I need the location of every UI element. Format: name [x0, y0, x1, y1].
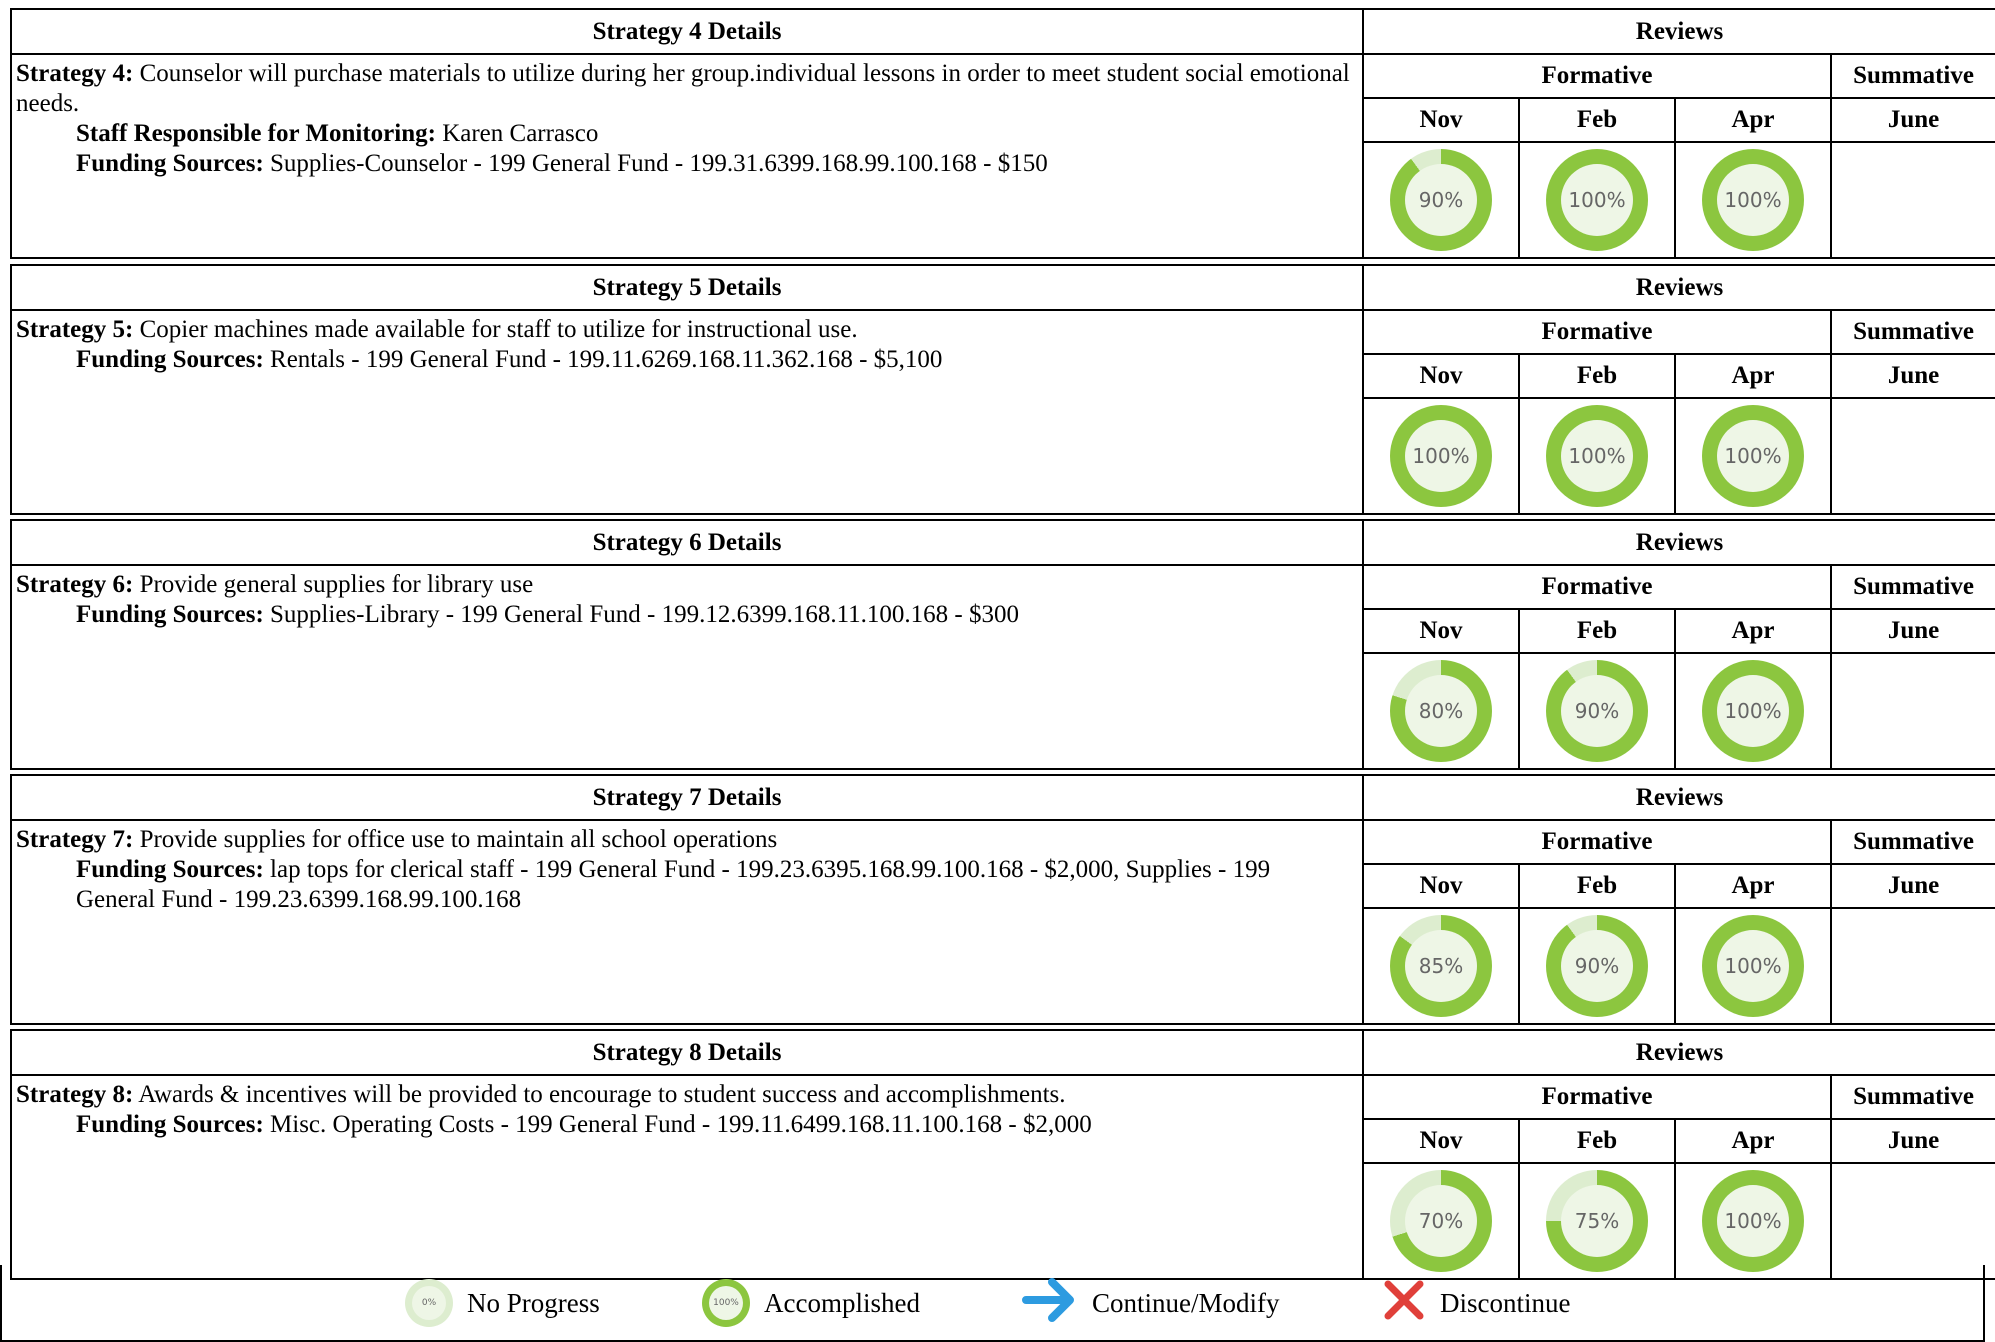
- funding-sources-value: Supplies-Counselor - 199 General Fund - 199.31.6399.168.99.100.168 - $150: [270, 150, 1048, 177]
- legend-accomplished: [702, 1277, 920, 1329]
- progress-percent: 100%: [1405, 420, 1477, 492]
- staff-responsible-value: Karen Carrasco: [442, 120, 599, 147]
- funding-sources-label: Funding Sources:: [76, 601, 264, 628]
- month-header-june: June: [1831, 609, 1995, 653]
- strategy-text: Copier machines made available for staff to utilize for instructional use.: [139, 316, 858, 343]
- month-header-apr: Apr: [1675, 1119, 1831, 1163]
- legend-continue-modify: [1022, 1277, 1280, 1329]
- strategy-statement: [16, 825, 1354, 855]
- month-header-feb: Feb: [1519, 98, 1675, 142]
- formative-header: Formative: [1363, 820, 1831, 864]
- review-cell-apr: [1675, 908, 1831, 1024]
- review-cell-june: [1831, 398, 1995, 514]
- reviews-header: Reviews: [1363, 265, 1995, 310]
- review-cell-feb: [1519, 653, 1675, 769]
- progress-ring-apr: [1702, 405, 1804, 507]
- accomplished-label: Accomplished: [764, 1287, 920, 1318]
- summative-header: Summative: [1831, 310, 1995, 354]
- funding-sources-value: Misc. Operating Costs - 199 General Fund - 199.11.6499.168.11.100.168 - $2,000: [270, 1111, 1092, 1138]
- funding-sources-line: [16, 600, 1354, 630]
- summative-header: Summative: [1831, 565, 1995, 609]
- funding-sources-value: Supplies-Library - 199 General Fund - 199.12.6399.168.11.100.168 - $300: [270, 601, 1020, 628]
- summative-header: Summative: [1831, 1075, 1995, 1119]
- strategy-text: Provide supplies for office use to maintain all school operations: [139, 826, 778, 853]
- strategy-block: [10, 8, 1995, 259]
- strategy-statement: [16, 59, 1354, 119]
- funding-sources-label: Funding Sources:: [76, 856, 264, 883]
- progress-percent: 70%: [1405, 1185, 1477, 1257]
- funding-sources-label: Funding Sources:: [76, 1111, 264, 1138]
- progress-percent: 100%: [1717, 164, 1789, 236]
- reviews-header: Reviews: [1363, 775, 1995, 820]
- progress-percent: 75%: [1561, 1185, 1633, 1257]
- strategy-block: [10, 1029, 1995, 1280]
- legend-no-progress: [405, 1277, 600, 1329]
- progress-ring-apr: [1702, 1170, 1804, 1272]
- funding-sources-line: [16, 855, 1354, 915]
- no-progress-badge: 0%: [412, 1286, 446, 1320]
- month-header-nov: Nov: [1363, 354, 1519, 398]
- review-cell-june: [1831, 1163, 1995, 1279]
- continue-modify-label: Continue/Modify: [1092, 1287, 1280, 1318]
- funding-sources-line: [16, 1110, 1354, 1140]
- progress-percent: 90%: [1405, 164, 1477, 236]
- funding-sources-value: Rentals - 199 General Fund - 199.11.6269.168.11.362.168 - $5,100: [270, 346, 943, 373]
- strategy-label: Strategy 5:: [16, 316, 134, 343]
- progress-percent: 100%: [1717, 420, 1789, 492]
- funding-sources-label: Funding Sources:: [76, 346, 264, 373]
- progress-ring-feb: [1546, 915, 1648, 1017]
- strategy-description: [11, 310, 1363, 514]
- progress-ring-feb: [1546, 1170, 1648, 1272]
- strategy-label: Strategy 4:: [16, 60, 134, 87]
- strategy-details-header: Strategy 5 Details: [11, 265, 1363, 310]
- progress-ring-feb: [1546, 405, 1648, 507]
- review-cell-nov: [1363, 1163, 1519, 1279]
- reviews-header: Reviews: [1363, 9, 1995, 54]
- progress-ring-nov: [1390, 915, 1492, 1017]
- month-header-apr: Apr: [1675, 98, 1831, 142]
- progress-ring-feb: [1546, 149, 1648, 251]
- reviews-header: Reviews: [1363, 1030, 1995, 1075]
- strategy-statement: [16, 1080, 1354, 1110]
- review-cell-feb: [1519, 398, 1675, 514]
- strategy-statement: [16, 315, 1354, 345]
- month-header-apr: Apr: [1675, 354, 1831, 398]
- month-header-feb: Feb: [1519, 1119, 1675, 1163]
- staff-responsible-label: Staff Responsible for Monitoring:: [76, 120, 436, 147]
- review-cell-june: [1831, 653, 1995, 769]
- review-cell-nov: [1363, 653, 1519, 769]
- summative-header: Summative: [1831, 820, 1995, 864]
- no-progress-label: No Progress: [467, 1287, 600, 1318]
- formative-header: Formative: [1363, 310, 1831, 354]
- strategy-label: Strategy 7:: [16, 826, 134, 853]
- month-header-apr: Apr: [1675, 864, 1831, 908]
- progress-percent: 90%: [1561, 930, 1633, 1002]
- strategy-details-header: Strategy 7 Details: [11, 775, 1363, 820]
- month-header-feb: Feb: [1519, 864, 1675, 908]
- month-header-nov: Nov: [1363, 609, 1519, 653]
- review-cell-feb: [1519, 1163, 1675, 1279]
- progress-ring-nov: [1390, 405, 1492, 507]
- progress-percent: 90%: [1561, 675, 1633, 747]
- review-cell-apr: [1675, 142, 1831, 258]
- strategy-block: [10, 519, 1995, 770]
- formative-header: Formative: [1363, 54, 1831, 98]
- strategy-table: [10, 1029, 1995, 1280]
- strategy-description: [11, 1075, 1363, 1279]
- month-header-june: June: [1831, 354, 1995, 398]
- no-progress-icon: [405, 1279, 453, 1327]
- discontinue-label: Discontinue: [1440, 1287, 1571, 1318]
- review-cell-june: [1831, 908, 1995, 1024]
- strategy-text: Counselor will purchase materials to utilize during her group.individual lessons in order to meet student social emotional needs.: [16, 60, 1350, 117]
- review-cell-feb: [1519, 142, 1675, 258]
- review-cell-nov: [1363, 142, 1519, 258]
- staff-responsible-line: [16, 119, 1354, 149]
- progress-ring-apr: [1702, 915, 1804, 1017]
- strategy-table: [10, 774, 1995, 1025]
- funding-sources-line: [16, 345, 1354, 375]
- strategy-statement: [16, 570, 1354, 600]
- month-header-june: June: [1831, 864, 1995, 908]
- strategy-label: Strategy 8:: [16, 1081, 134, 1108]
- strategy-table: [10, 8, 1995, 259]
- strategy-details-header: Strategy 8 Details: [11, 1030, 1363, 1075]
- month-header-nov: Nov: [1363, 98, 1519, 142]
- review-cell-feb: [1519, 908, 1675, 1024]
- month-header-nov: Nov: [1363, 864, 1519, 908]
- strategy-table: [10, 519, 1995, 770]
- accomplished-badge: 100%: [709, 1286, 743, 1320]
- formative-header: Formative: [1363, 565, 1831, 609]
- month-header-feb: Feb: [1519, 609, 1675, 653]
- progress-percent: 100%: [1717, 930, 1789, 1002]
- strategy-text: Provide general supplies for library use: [139, 571, 534, 598]
- strategy-table: [10, 264, 1995, 515]
- strategy-details-header: Strategy 6 Details: [11, 520, 1363, 565]
- funding-sources-label: Funding Sources:: [76, 150, 264, 177]
- month-header-june: June: [1831, 1119, 1995, 1163]
- summative-header: Summative: [1831, 54, 1995, 98]
- progress-percent: 100%: [1561, 164, 1633, 236]
- funding-sources-line: [16, 149, 1354, 179]
- strategy-text: Awards & incentives will be provided to encourage to student success and accomplishments.: [138, 1081, 1066, 1108]
- progress-percent: 80%: [1405, 675, 1477, 747]
- review-cell-apr: [1675, 653, 1831, 769]
- strategy-block: [10, 774, 1995, 1025]
- progress-ring-apr: [1702, 149, 1804, 251]
- legend-discontinue: [1382, 1277, 1570, 1329]
- progress-ring-nov: [1390, 1170, 1492, 1272]
- review-cell-june: [1831, 142, 1995, 258]
- month-header-feb: Feb: [1519, 354, 1675, 398]
- strategy-description: [11, 820, 1363, 1024]
- progress-percent: 100%: [1717, 675, 1789, 747]
- x-mark-icon: [1382, 1278, 1426, 1329]
- progress-ring-apr: [1702, 660, 1804, 762]
- progress-percent: 100%: [1717, 1185, 1789, 1257]
- strategy-block: [10, 264, 1995, 515]
- month-header-apr: Apr: [1675, 609, 1831, 653]
- accomplished-icon: [702, 1279, 750, 1327]
- arrow-right-icon: [1022, 1276, 1078, 1331]
- legend: [0, 1265, 1985, 1342]
- review-cell-apr: [1675, 1163, 1831, 1279]
- progress-percent: 85%: [1405, 930, 1477, 1002]
- review-cell-nov: [1363, 908, 1519, 1024]
- funding-sources-value: lap tops for clerical staff - 199 General Fund - 199.23.6395.168.99.100.168 - $2,000, Supplies - 199 General Fund - 199.23.6399.168.99.100.168: [76, 856, 1271, 913]
- strategy-description: [11, 54, 1363, 258]
- progress-percent: 100%: [1561, 420, 1633, 492]
- review-cell-nov: [1363, 398, 1519, 514]
- reviews-header: Reviews: [1363, 520, 1995, 565]
- strategy-details-header: Strategy 4 Details: [11, 9, 1363, 54]
- progress-ring-feb: [1546, 660, 1648, 762]
- review-cell-apr: [1675, 398, 1831, 514]
- strategy-label: Strategy 6:: [16, 571, 134, 598]
- progress-ring-nov: [1390, 660, 1492, 762]
- month-header-june: June: [1831, 98, 1995, 142]
- progress-ring-nov: [1390, 149, 1492, 251]
- month-header-nov: Nov: [1363, 1119, 1519, 1163]
- strategy-description: [11, 565, 1363, 769]
- formative-header: Formative: [1363, 1075, 1831, 1119]
